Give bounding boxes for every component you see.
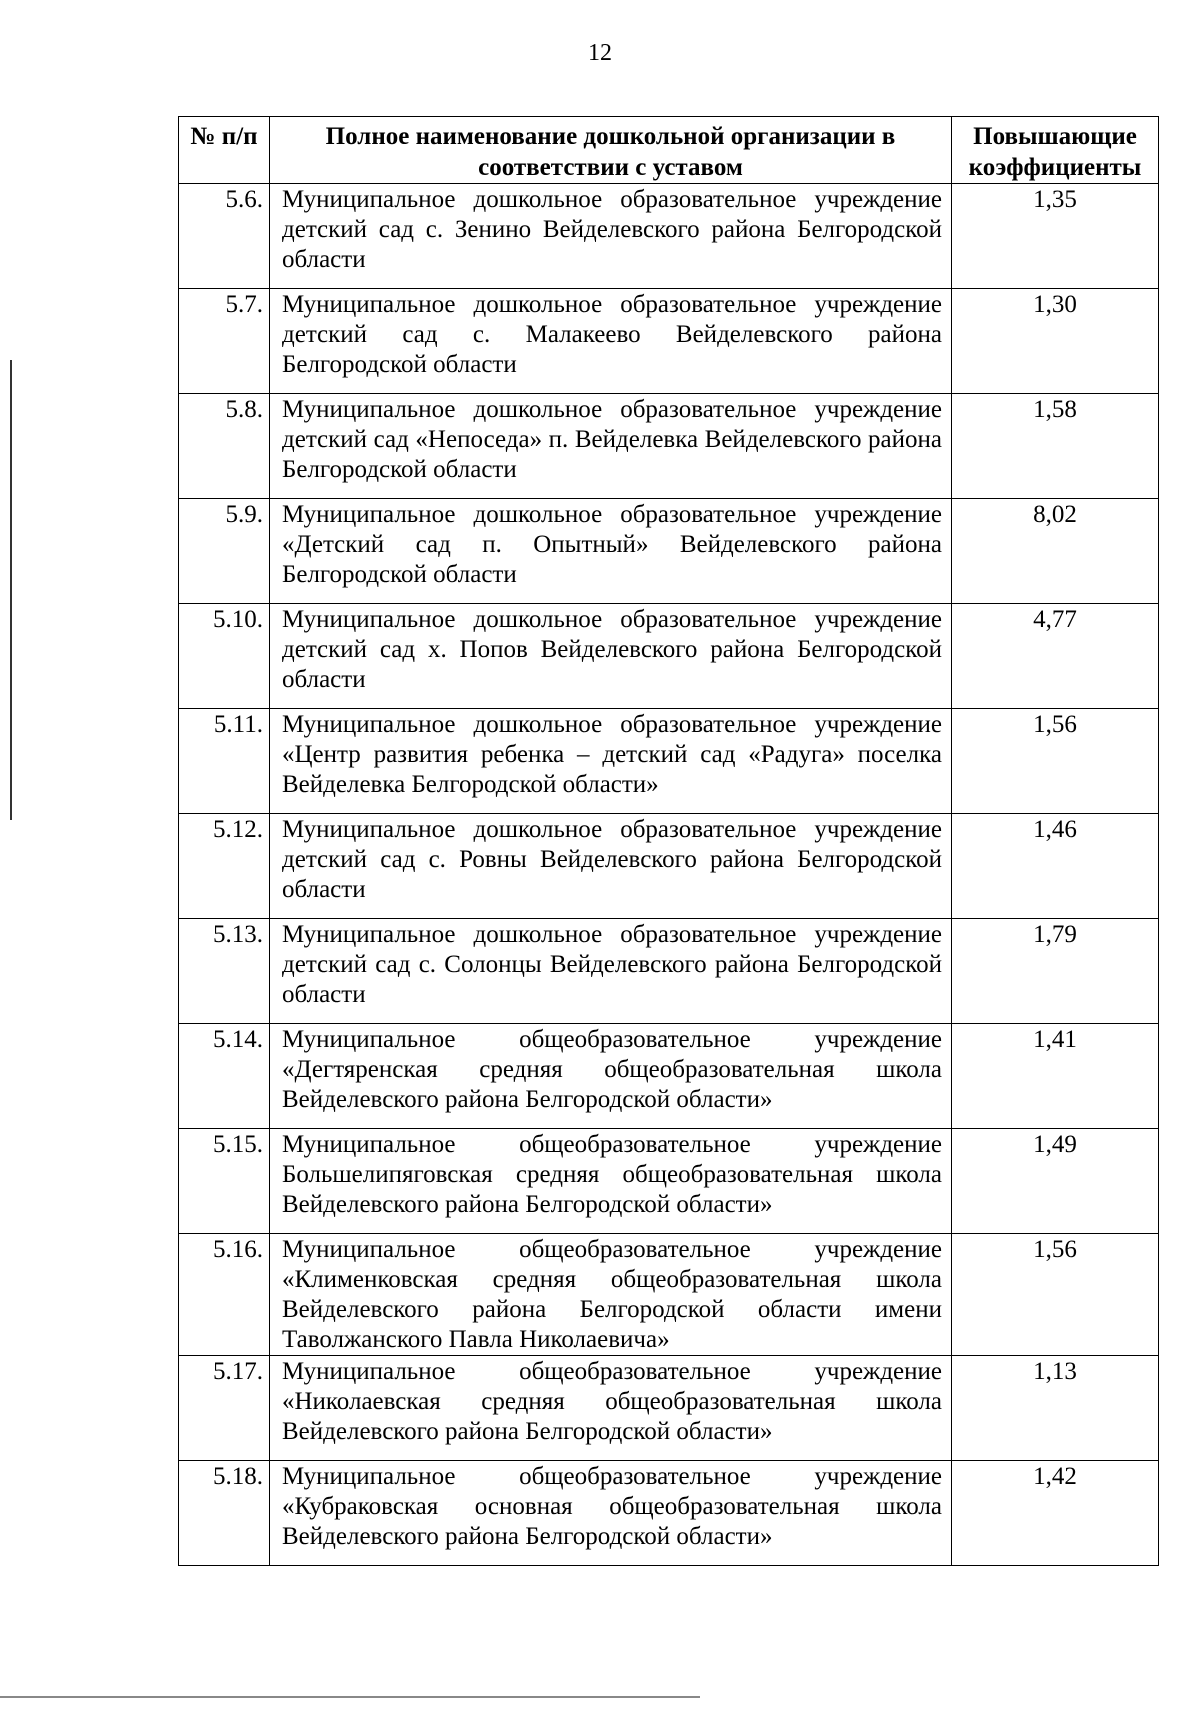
row-num: 5.16. <box>179 1234 270 1356</box>
table-row <box>179 919 1159 1024</box>
table-row <box>179 1024 1159 1129</box>
row-name: Муниципальное дошкольное образовательное учреждение детский сад «Непоседа» п. Вейделевка Вейделевского района Белгородской области <box>270 394 952 499</box>
row-coef: 1,49 <box>952 1129 1159 1234</box>
row-coef: 1,13 <box>952 1356 1159 1461</box>
row-num: 5.10. <box>179 604 270 709</box>
row-num: 5.18. <box>179 1461 270 1566</box>
row-name: Муниципальное дошкольное образовательное учреждение детский сад с. Солонцы Вейделевского района Белгородской области <box>270 919 952 1024</box>
table-row <box>179 1234 1159 1356</box>
table-row <box>179 1461 1159 1566</box>
row-coef: 4,77 <box>952 604 1159 709</box>
scan-margin-line <box>10 360 12 820</box>
table-row <box>179 814 1159 919</box>
row-name: Муниципальное дошкольное образовательное учреждение «Детский сад п. Опытный» Вейделевского района Белгородской области <box>270 499 952 604</box>
row-name: Муниципальное общеобразовательное учреждение «Дегтяренская средняя общеобразовательная школа Вейделевского района Белгородской области» <box>270 1024 952 1129</box>
table-row <box>179 604 1159 709</box>
row-num: 5.8. <box>179 394 270 499</box>
row-coef: 1,35 <box>952 184 1159 289</box>
table-row <box>179 1129 1159 1234</box>
table-row <box>179 709 1159 814</box>
scan-bottom-line <box>0 1696 700 1698</box>
row-name: Муниципальное дошкольное образовательное учреждение «Центр развития ребенка – детский сад «Радуга» поселка Вейделевка Белгородской области» <box>270 709 952 814</box>
row-num: 5.12. <box>179 814 270 919</box>
row-name: Муниципальное общеобразовательное учреждение «Николаевская средняя общеобразовательная школа Вейделевского района Белгородской области» <box>270 1356 952 1461</box>
row-name: Муниципальное дошкольное образовательное учреждение детский сад с. Ровны Вейделевского района Белгородской области <box>270 814 952 919</box>
row-coef: 1,46 <box>952 814 1159 919</box>
header-num: № п/п <box>179 117 270 184</box>
table-header-row <box>179 117 1159 184</box>
row-name: Муниципальное общеобразовательное учреждение Большелипяговская средняя общеобразовательная школа Вейделевского района Белгородской области» <box>270 1129 952 1234</box>
row-num: 5.11. <box>179 709 270 814</box>
row-coef: 1,58 <box>952 394 1159 499</box>
organizations-table <box>178 116 1159 1566</box>
table-row <box>179 289 1159 394</box>
row-num: 5.17. <box>179 1356 270 1461</box>
row-name: Муниципальное дошкольное образовательное учреждение детский сад с. Зенино Вейделевского района Белгородской области <box>270 184 952 289</box>
table-row <box>179 184 1159 289</box>
row-name: Муниципальное дошкольное образовательное учреждение детский сад с. Малакеево Вейделевского района Белгородской области <box>270 289 952 394</box>
row-num: 5.15. <box>179 1129 270 1234</box>
row-coef: 1,41 <box>952 1024 1159 1129</box>
row-num: 5.13. <box>179 919 270 1024</box>
row-num: 5.9. <box>179 499 270 604</box>
row-coef: 1,79 <box>952 919 1159 1024</box>
table-row <box>179 499 1159 604</box>
row-num: 5.7. <box>179 289 270 394</box>
row-num: 5.6. <box>179 184 270 289</box>
row-name: Муниципальное общеобразовательное учреждение «Кубраковская основная общеобразовательная школа Вейделевского района Белгородской области» <box>270 1461 952 1566</box>
row-coef: 1,42 <box>952 1461 1159 1566</box>
row-coef: 8,02 <box>952 499 1159 604</box>
table-row <box>179 394 1159 499</box>
row-coef: 1,56 <box>952 1234 1159 1356</box>
row-name: Муниципальное общеобразовательное учреждение «Клименковская средняя общеобразовательная школа Вейделевского района Белгородской области имени Таволжанского Павла Николаевича» <box>270 1234 952 1356</box>
row-coef: 1,30 <box>952 289 1159 394</box>
table-row <box>179 1356 1159 1461</box>
row-name: Муниципальное дошкольное образовательное учреждение детский сад х. Попов Вейделевского района Белгородской области <box>270 604 952 709</box>
header-coef: Повышающие коэффициенты <box>952 117 1159 184</box>
row-coef: 1,56 <box>952 709 1159 814</box>
row-num: 5.14. <box>179 1024 270 1129</box>
header-name: Полное наименование дошкольной организации в соответствии с уставом <box>270 117 952 184</box>
page-number: 12 <box>588 40 612 66</box>
